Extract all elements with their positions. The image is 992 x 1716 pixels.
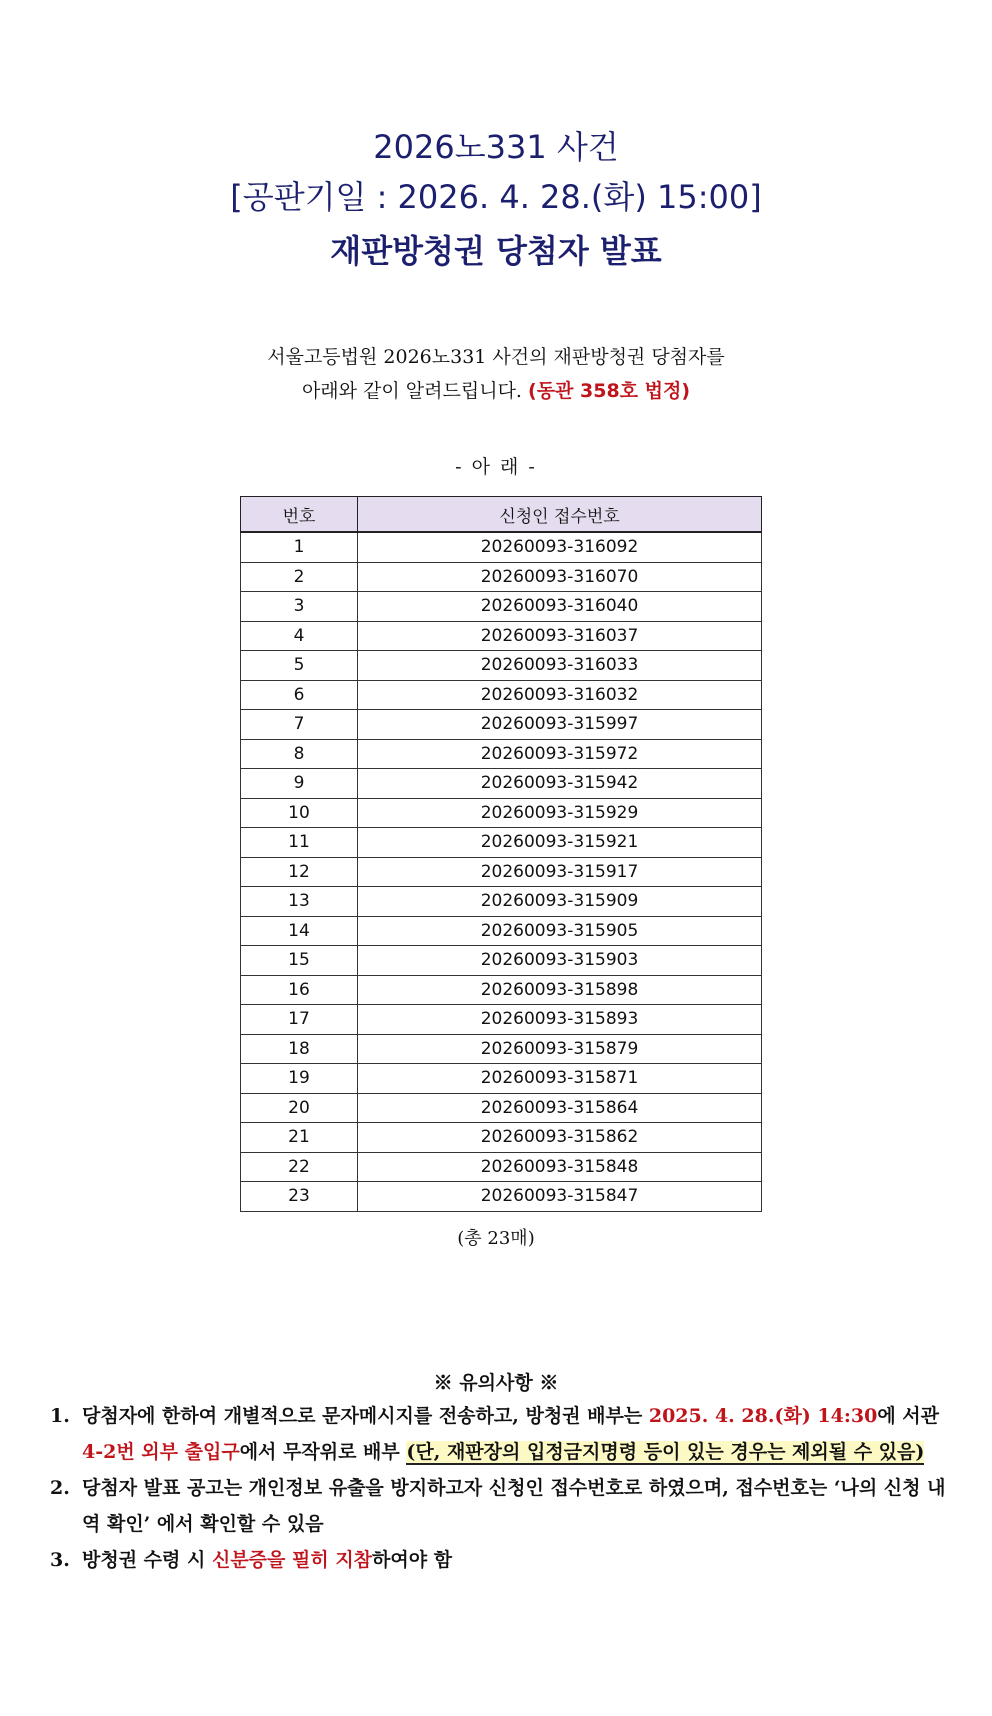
table-row: [241, 710, 762, 740]
table-body: [241, 532, 762, 1211]
notice-heading: ※ 유의사항 ※: [433, 1372, 559, 1394]
intro-line-1: 서울고등법원 2026노331 사건의 재판방청권 당첨자를: [267, 346, 725, 368]
row-number: 1: [241, 532, 358, 562]
row-number: 21: [241, 1123, 358, 1153]
table-row: [241, 1182, 762, 1212]
receipt-number: 20260093-315893: [358, 1005, 762, 1035]
table-row: [241, 1034, 762, 1064]
column-header-number: 번호: [241, 497, 358, 533]
receipt-number: 20260093-315847: [358, 1182, 762, 1212]
row-number: 22: [241, 1152, 358, 1182]
courtroom-label: (동관 358호 법정): [528, 380, 691, 402]
table-row: [241, 887, 762, 917]
announcement-title: 재판방청권 당첨자 발표: [330, 232, 662, 270]
receipt-number: 20260093-315921: [358, 828, 762, 858]
receipt-number: 20260093-315862: [358, 1123, 762, 1153]
table-row: [241, 1123, 762, 1153]
receipt-number: 20260093-316037: [358, 621, 762, 651]
column-header-receipt: 신청인 접수번호: [358, 497, 762, 533]
row-number: 6: [241, 680, 358, 710]
row-number: 18: [241, 1034, 358, 1064]
receipt-number: 20260093-315905: [358, 916, 762, 946]
notice-item-1: [50, 1398, 950, 1470]
row-number: 15: [241, 946, 358, 976]
notice-text: 에 서관: [877, 1405, 939, 1427]
row-number: 20: [241, 1093, 358, 1123]
receipt-number: 20260093-315942: [358, 769, 762, 799]
notice-text: 당첨자 발표 공고는 개인정보 유출을 방지하고자 신청인 접수번호로 하였으며, 접수번호는 ‘나의 신청 내역 확인’ 에서 확인할 수 있음: [82, 1477, 946, 1535]
intro-text: [0, 340, 992, 408]
row-number: 10: [241, 798, 358, 828]
row-number: 17: [241, 1005, 358, 1035]
exclusion-note: (단, 재판장의 입정금지명령 등이 있는 경우는 제외될 수 있음): [406, 1441, 925, 1463]
receipt-number: 20260093-315871: [358, 1064, 762, 1094]
notice-text: 방청권 수령 시: [82, 1549, 212, 1571]
table-row: [241, 1152, 762, 1182]
table-row: [241, 621, 762, 651]
row-number: 7: [241, 710, 358, 740]
table-row: [241, 857, 762, 887]
table-row: [241, 798, 762, 828]
notice-number: 1.: [50, 1405, 70, 1427]
row-number: 8: [241, 739, 358, 769]
table-row: [241, 532, 762, 562]
arae-label: - 아 래 -: [455, 456, 537, 478]
row-number: 23: [241, 1182, 358, 1212]
row-number: 5: [241, 651, 358, 681]
table-row: [241, 1005, 762, 1035]
notice-item-2: [50, 1470, 950, 1542]
table-header-row: [241, 497, 762, 533]
table-row: [241, 680, 762, 710]
total-count: (총 23매): [457, 1228, 535, 1249]
intro-line-2: [0, 374, 992, 408]
row-number: 14: [241, 916, 358, 946]
receipt-number: 20260093-315898: [358, 975, 762, 1005]
receipt-number: 20260093-315997: [358, 710, 762, 740]
receipt-number: 20260093-315903: [358, 946, 762, 976]
table-row: [241, 739, 762, 769]
row-number: 3: [241, 592, 358, 622]
row-number: 13: [241, 887, 358, 917]
notice-list: [50, 1398, 950, 1578]
table-row: [241, 1064, 762, 1094]
id-card-requirement: 신분증을 필히 지참: [211, 1549, 373, 1571]
hearing-date: [공판기일 : 2026. 4. 28.(화) 15:00]: [230, 178, 762, 216]
table-row: [241, 916, 762, 946]
receipt-number: 20260093-316033: [358, 651, 762, 681]
receipt-number: 20260093-315879: [358, 1034, 762, 1064]
winners-table: [240, 496, 762, 1212]
row-number: 4: [241, 621, 358, 651]
notice-number: 2.: [50, 1477, 70, 1499]
distribution-place: 4-2번 외부 출입구: [82, 1441, 240, 1463]
case-title: 2026노331 사건: [373, 128, 619, 166]
table-row: [241, 828, 762, 858]
row-number: 11: [241, 828, 358, 858]
receipt-number: 20260093-315909: [358, 887, 762, 917]
row-number: 12: [241, 857, 358, 887]
notice-item-3: [50, 1542, 950, 1578]
receipt-number: 20260093-316040: [358, 592, 762, 622]
receipt-number: 20260093-316032: [358, 680, 762, 710]
intro-line-2-text: 아래와 같이 알려드립니다.: [301, 380, 522, 402]
table-row: [241, 562, 762, 592]
row-number: 9: [241, 769, 358, 799]
notice-text: 하여야 함: [372, 1549, 453, 1571]
receipt-number: 20260093-315917: [358, 857, 762, 887]
row-number: 16: [241, 975, 358, 1005]
receipt-number: 20260093-316070: [358, 562, 762, 592]
notice-number: 3.: [50, 1549, 70, 1571]
notice-text: 당첨자에 한하여 개별적으로 문자메시지를 전송하고, 방청권 배부는: [82, 1405, 649, 1427]
table-row: [241, 975, 762, 1005]
table-row: [241, 769, 762, 799]
table-row: [241, 946, 762, 976]
receipt-number: 20260093-316092: [358, 532, 762, 562]
table-row: [241, 651, 762, 681]
table-row: [241, 592, 762, 622]
row-number: 2: [241, 562, 358, 592]
receipt-number: 20260093-315864: [358, 1093, 762, 1123]
notice-text: 에서 무작위로 배부: [239, 1441, 407, 1463]
receipt-number: 20260093-315848: [358, 1152, 762, 1182]
distribution-datetime: 2025. 4. 28.(화) 14:30: [648, 1405, 878, 1427]
receipt-number: 20260093-315972: [358, 739, 762, 769]
row-number: 19: [241, 1064, 358, 1094]
table-row: [241, 1093, 762, 1123]
receipt-number: 20260093-315929: [358, 798, 762, 828]
